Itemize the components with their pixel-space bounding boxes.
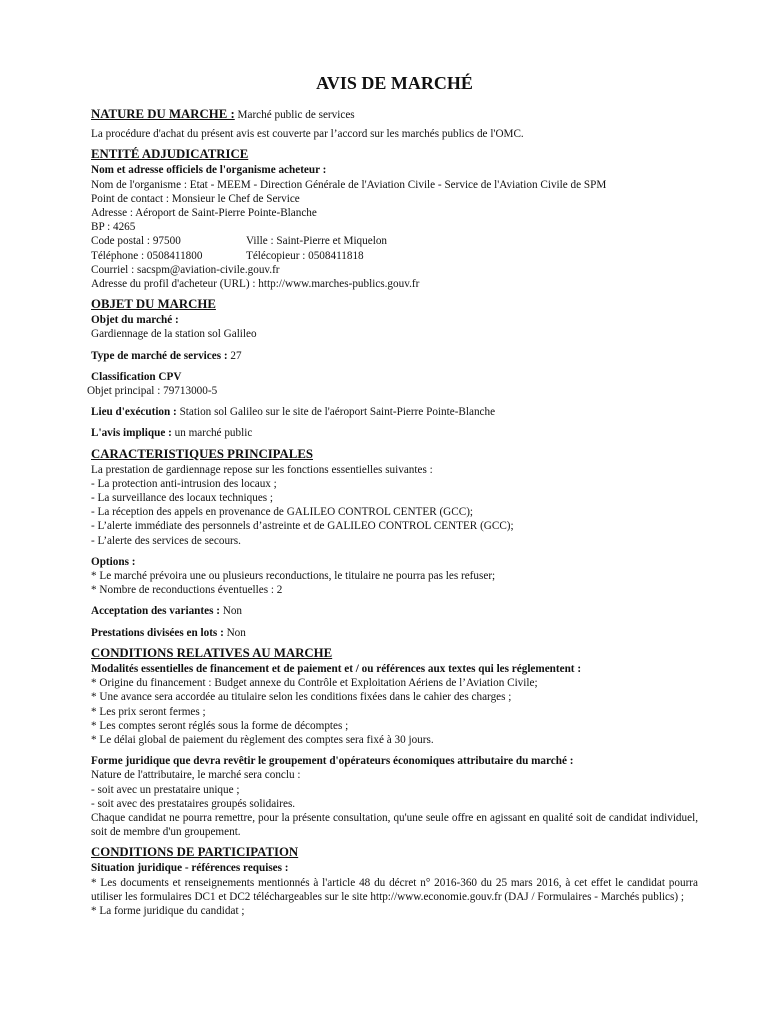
objet-value: Gardiennage de la station sol Galileo — [91, 328, 257, 341]
nature-heading: NATURE DU MARCHE : — [91, 107, 235, 121]
nature-line — [91, 107, 698, 122]
section-conditions-marche — [91, 645, 698, 839]
forme-label: Forme juridique que devra revêtir le groupement d'opérateurs économiques attributaire du marché : — [91, 755, 574, 768]
entite-ville: Ville : Saint-Pierre et Miquelon — [246, 235, 388, 248]
objet-lieu-label: Lieu d'exécution : — [91, 406, 177, 419]
entite-courriel: Courriel : sacspm@aviation-civile.gouv.fr — [91, 263, 280, 276]
list-item: - La surveillance des locaux techniques ; — [91, 492, 274, 505]
document-title: AVIS DE MARCHÉ — [316, 73, 473, 93]
section-participation — [91, 844, 698, 918]
participation-heading: CONDITIONS DE PARTICIPATION — [91, 845, 299, 860]
caracteristiques-intro: La prestation de gardiennage repose sur les fonctions essentielles suivantes : — [91, 463, 433, 476]
options-label: Options : — [91, 555, 136, 568]
lots-line — [91, 626, 698, 640]
list-item: - soit avec des prestataires groupés solidaires. — [91, 797, 296, 810]
section-caracteristiques — [91, 446, 698, 640]
conditions-marche-heading: CONDITIONS RELATIVES AU MARCHE — [91, 645, 333, 660]
list-item: * Origine du financement : Budget annexe du Contrôle et Exploitation Aériens de l’Aviation Civile; — [91, 677, 538, 690]
nature-value: Marché public de services — [237, 109, 355, 121]
list-item: * Les comptes seront réglés sous la forme de décomptes ; — [91, 719, 349, 732]
section-entite — [91, 146, 698, 291]
variantes-label: Acceptation des variantes : — [91, 605, 220, 618]
entite-telecopieur: Télécopieur : 0508411818 — [246, 249, 364, 262]
situation-text: * Les documents et renseignements mentionnés à l'article 48 du décret n° 2016-360 du 25 mars 2016, à cet effet le candidat pourra utiliser les formulaires DC1 et DC2 téléchargeables sur le site http://www.economie.gouv.fr (DAJ / Formulaires - Marchés publics) ; — [91, 876, 698, 903]
entite-tel-row — [91, 249, 698, 263]
objet-avis-label: L'avis implique : — [91, 427, 172, 440]
list-item: - L’alerte des services de secours. — [91, 534, 241, 547]
lots-label: Prestations divisées en lots : — [91, 626, 224, 639]
section-objet — [87, 296, 698, 440]
list-item: * Les prix seront fermes ; — [91, 705, 206, 718]
forme-note: Chaque candidat ne pourra remettre, pour la présente consultation, qu'une seule offre en agissant en qualité soit de candidat individuel, soit de membre d'un groupement. — [91, 811, 698, 839]
objet-heading: OBJET DU MARCHE — [91, 297, 216, 312]
caracteristiques-heading: CARACTERISTIQUES PRINCIPALES — [91, 446, 313, 461]
objet-avis-value: un marché public — [174, 427, 253, 440]
list-item: - La réception des appels en provenance de GALILEO CONTROL CENTER (GCC); — [91, 506, 474, 519]
list-item: - L’alerte immédiate des personnels d’astreinte et de GALILEO CONTROL CENTER (GCC); — [91, 520, 514, 533]
objet-cpv-label: Classification CPV — [91, 370, 182, 383]
list-item: * Nombre de reconductions éventuelles : 2 — [91, 584, 283, 597]
list-item: - La protection anti-intrusion des locaux ; — [91, 477, 277, 490]
objet-label: Objet du marché : — [91, 314, 179, 327]
objet-lieu-value: Station sol Galileo sur le site de l'aéroport Saint-Pierre Pointe-Blanche — [179, 406, 496, 419]
objet-type-value: 27 — [230, 349, 242, 362]
section-nature — [91, 107, 698, 141]
entite-profil: Adresse du profil d'acheteur (URL) : http://www.marches-publics.gouv.fr — [91, 278, 420, 291]
objet-lieu-line — [91, 405, 698, 419]
situation-label: Situation juridique - références requises : — [91, 862, 289, 875]
list-item: - soit avec un prestataire unique ; — [91, 783, 240, 796]
list-item: Nature de l'attributaire, le marché sera conclu : — [91, 769, 301, 782]
entite-bp: BP : 4265 — [91, 221, 136, 234]
entite-code-ville-row — [91, 234, 698, 248]
list-item: * Une avance sera accordée au titulaire selon les conditions fixées dans le cahier des charges ; — [91, 691, 512, 704]
entite-organisme: Nom de l'organisme : Etat - MEEM - Direction Générale de l'Aviation Civile - Service de l'Aviation Civile de SPM — [91, 178, 607, 191]
entite-contact: Point de contact : Monsieur le Chef de Service — [91, 192, 300, 205]
objet-type-label: Type de marché de services : — [91, 349, 228, 362]
forme-juridique-line: * La forme juridique du candidat ; — [91, 904, 245, 917]
nature-note: La procédure d'achat du présent avis est couverte par l’accord sur les marchés publics de l'OMC. — [91, 128, 524, 141]
variantes-value: Non — [222, 605, 243, 618]
list-item: * Le marché prévoira une ou plusieurs reconductions, le titulaire ne pourra pas les refuser; — [91, 570, 496, 583]
entite-heading: ENTITÉ ADJUDICATRICE — [91, 147, 249, 162]
entite-telephone: Téléphone : 0508411800 — [91, 249, 203, 262]
modalites-label: Modalités essentielles de financement et de paiement et / ou références aux textes qui les réglementent : — [91, 662, 582, 675]
entite-subheading: Nom et adresse officiels de l'organisme acheteur : — [91, 164, 327, 177]
entite-code-postal: Code postal : 97500 — [91, 235, 181, 248]
entite-adresse: Adresse : Aéroport de Saint-Pierre Pointe-Blanche — [91, 207, 317, 220]
objet-cpv-value: Objet principal : 79713000-5 — [87, 385, 218, 398]
document-page — [87, 72, 698, 918]
objet-type-line — [91, 349, 698, 363]
variantes-line — [91, 604, 698, 618]
list-item: * Le délai global de paiement du règlement des comptes sera fixé à 30 jours. — [91, 733, 434, 746]
objet-avis-line — [91, 426, 698, 440]
lots-value: Non — [226, 626, 246, 639]
